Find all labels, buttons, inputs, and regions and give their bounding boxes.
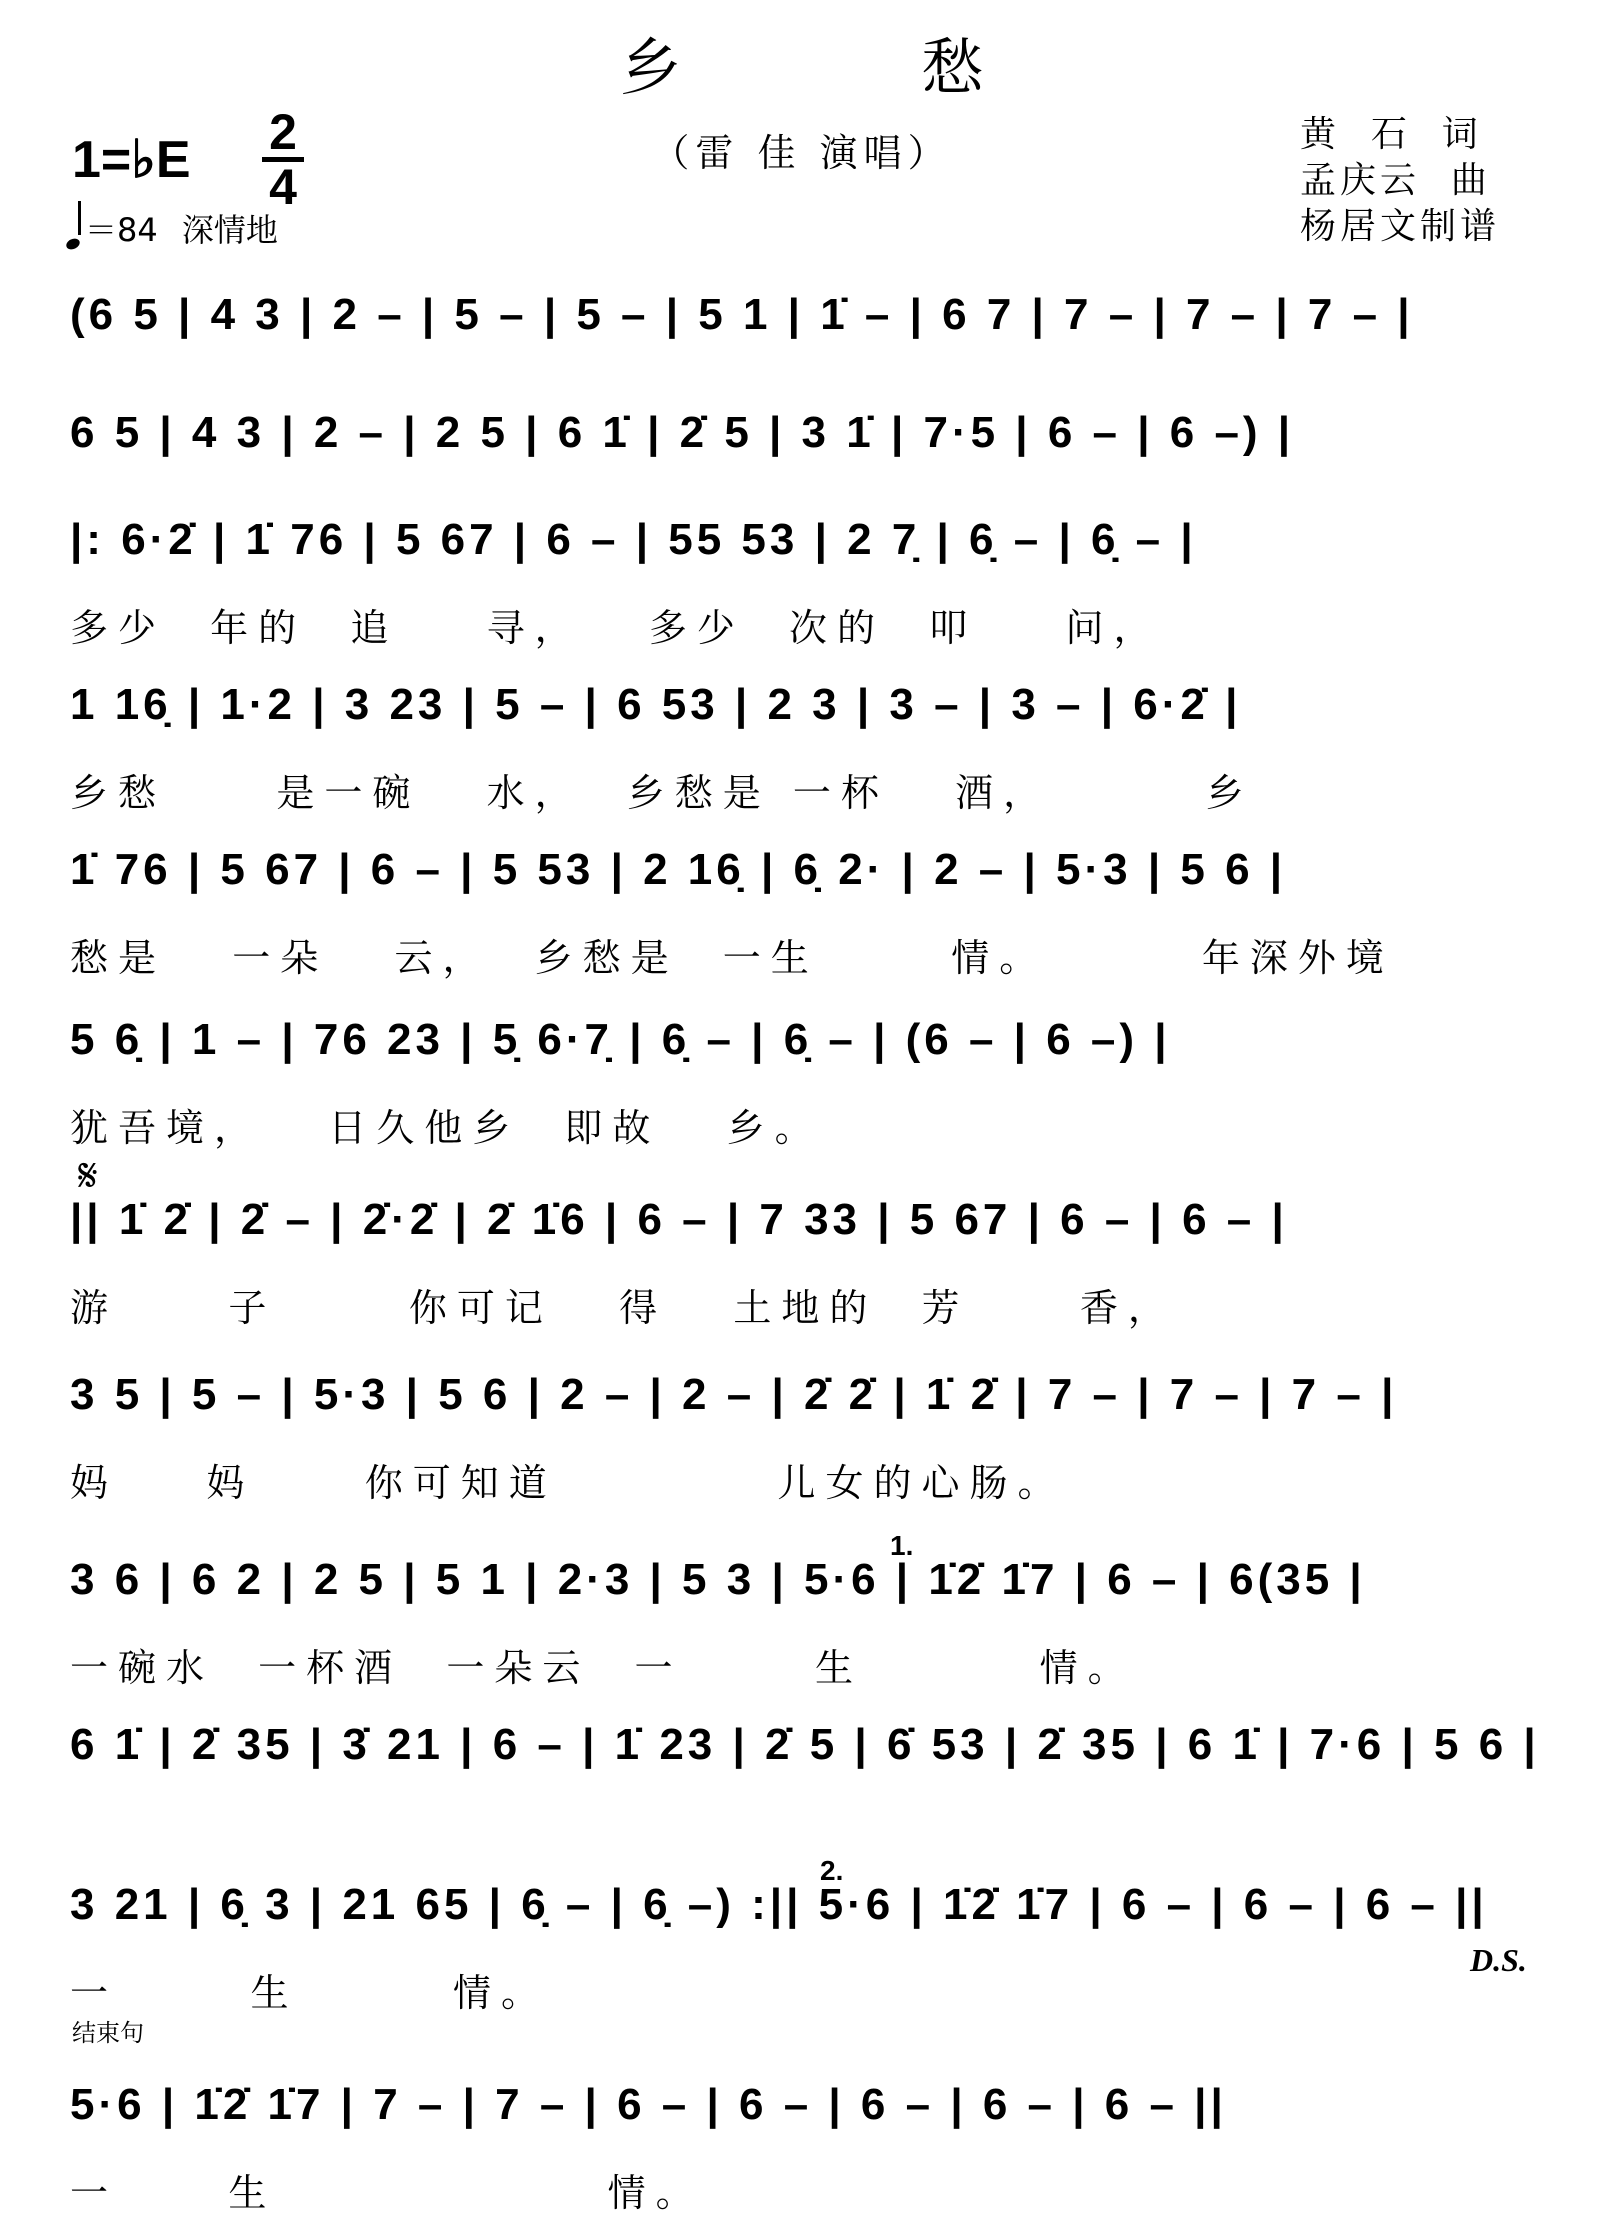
score-row xyxy=(70,1880,1530,2015)
score-row xyxy=(70,680,1530,815)
tempo-marking: ＝84 深情地 xyxy=(66,205,278,251)
lyric-line: 愁是 一朵 云， 乡愁是 一生 情。 年深外境 xyxy=(70,936,1394,980)
arranger: 杨居文制谱 xyxy=(1300,206,1501,247)
note-line: 3 5 | 5 – | 5·3 | 5 6 | 2 – | 2 – | 2̇ 2̇ | 1̇ 2̇ | 7 – | 7 – | 7 – | xyxy=(70,1370,1398,1419)
score-row xyxy=(70,290,1530,380)
score-row xyxy=(70,1555,1530,1690)
score-row xyxy=(70,2080,1530,2215)
score-row xyxy=(70,1720,1540,1810)
note-line: 1 16̣ | 1·2 | 3 23 | 5 – | 6 53 | 2 3 | 3 – | 3 – | 6·2̇ | xyxy=(70,680,1242,729)
lyric-line: 一碗水 一杯酒 一朵云 一 生 情。 xyxy=(70,1646,1136,1690)
segno-icon: 𝄋 xyxy=(78,1148,98,1202)
time-bottom: 4 xyxy=(269,159,297,215)
performer: （雷 佳 演唱） xyxy=(651,131,952,175)
note-line: |: 6·2̇ | 1̇ 76 | 5 67 | 6 – | 55 53 | 2 7̣ | 6̣ – | 6̣ – | xyxy=(70,515,1197,564)
score-row xyxy=(70,1015,1530,1150)
score-row xyxy=(70,1370,1530,1505)
volta1-label: 1. xyxy=(890,1530,914,1561)
key-signature: 1=♭E xyxy=(72,131,191,189)
lyric-line: 一 生 情。 xyxy=(70,2171,704,2215)
note-line: 5 6̣ | 1 – | 76 23 | 5̣ 6·7̣ | 6̣ – | 6̣ – | (6 – | 6 –) | xyxy=(70,1015,1171,1064)
score-row xyxy=(70,408,1530,498)
time-signature xyxy=(258,104,308,215)
lyric-line: 一 生 情。 xyxy=(70,1971,550,2015)
note-line: 3 6 | 6 2 | 2 5 | 5 1 | 2·3 | 5 3 | 5·6 | 1̇2̇ 1̇7 | 6 – | 6(35 | xyxy=(70,1555,1366,1604)
ending-label: 结束句 xyxy=(72,2019,144,2047)
lyric-line: 妈 妈 你可知道 儿女的心肠。 xyxy=(70,1461,1066,1505)
note-line: 6 1̇ | 2̇ 35 | 3̇ 21 | 6 – | 1̇ 23 | 2̇ 5 | 6̇ 53 | 2̇ 35 | 6 1̇ | 7·6 | 5 6 | xyxy=(70,1720,1540,1769)
lyric-line: 犹吾境， 日久他乡 即故 乡。 xyxy=(70,1106,823,1150)
song-title: 乡 愁 xyxy=(619,31,1094,104)
lyric-line: 多少 年的 追 寻， 多少 次的 叩 问， xyxy=(70,606,1162,650)
note-line: 1̇ 76 | 5 67 | 6 – | 5 53 | 2 16̣ | 6̣ 2· | 2 – | 5·3 | 5 6 | xyxy=(70,845,1287,894)
time-top: 2 xyxy=(269,104,297,160)
quarter-note-icon xyxy=(65,237,82,252)
ds-mark: D.S. xyxy=(1470,1942,1527,1978)
volta2-label: 2. xyxy=(820,1855,844,1886)
note-line: 3 21 | 6̣ 3 | 21 65 | 6̣ – | 6̣ –) :|| 5·6 | 1̇2̇ 1̇7 | 6 – | 6 – | 6 – || xyxy=(70,1880,1488,1929)
score-row xyxy=(70,845,1530,980)
note-line: 6 5 | 4 3 | 2 – | 2 5 | 6 1̇ | 2̇ 5 | 3 1̇ | 7·5 | 6 – | 6 –) | xyxy=(70,408,1295,457)
score-row xyxy=(70,515,1530,650)
note-line: 5·6 | 1̇2̇ 1̇7 | 7 – | 7 – | 6 – | 6 – | 6 – | 6 – | 6 – || xyxy=(70,2080,1227,2129)
score-row xyxy=(70,1195,1530,1330)
lyric-line: 游 子 你可记 得 土地的 芳 香， xyxy=(70,1286,1176,1330)
composer: 孟庆云 曲 xyxy=(1300,160,1491,201)
note-line: || 1̇ 2̇ | 2̇ – | 2̇·2̇ | 2̇ 1̇6 | 6 – | 7 33 | 5 67 | 6 – | 6 – | xyxy=(70,1195,1288,1244)
credits xyxy=(1300,112,1500,250)
lyricist: 黄 石 词 xyxy=(1300,114,1482,155)
expression: 深情地 xyxy=(181,211,278,249)
note-line: (6 5 | 4 3 | 2 – | 5 – | 5 – | 5 1 | 1̇ – | 6 7 | 7 – | 7 – | 7 – | xyxy=(70,290,1414,339)
lyric-line: 乡愁 是一碗 水， 乡愁是 一杯 酒， 乡 xyxy=(70,771,1254,815)
